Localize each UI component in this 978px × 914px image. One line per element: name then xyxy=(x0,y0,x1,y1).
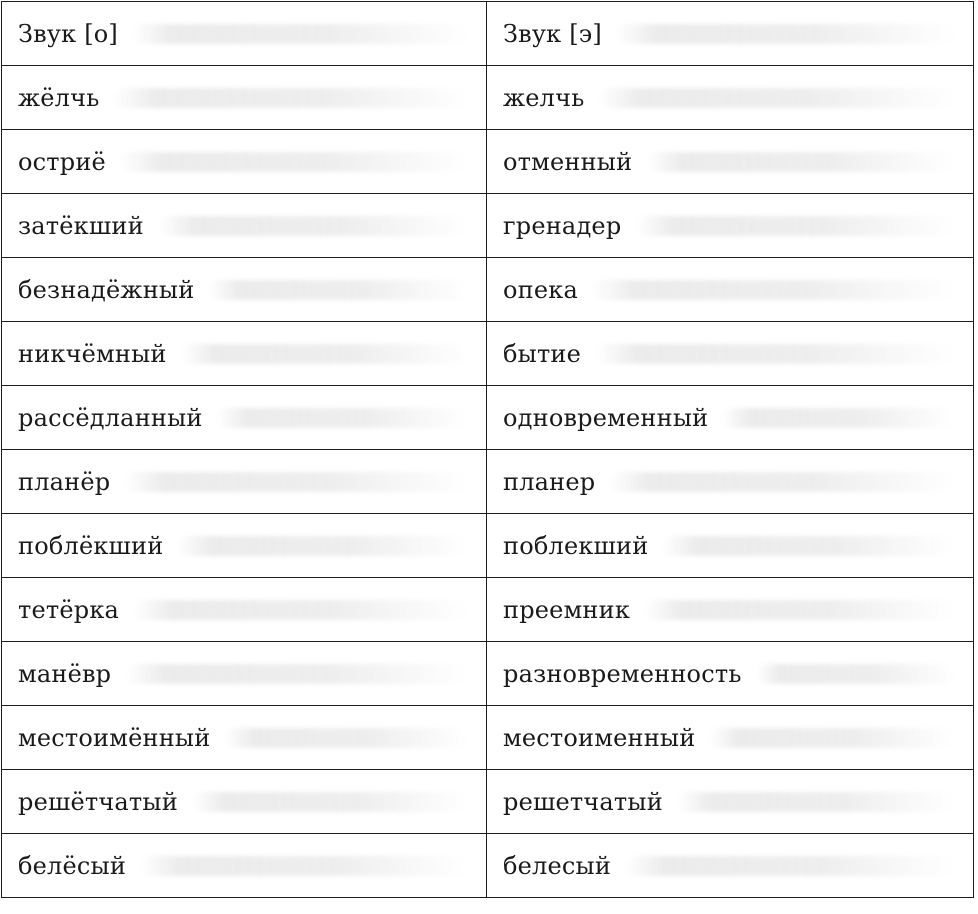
scan-smudge xyxy=(662,536,955,556)
word-cell-o xyxy=(2,770,487,834)
scan-smudge xyxy=(722,408,955,428)
word-text: решетчатый xyxy=(503,787,663,816)
word-text: разновременность xyxy=(503,659,742,688)
word-text: никчёмный xyxy=(18,339,167,368)
scan-smudge xyxy=(635,216,955,236)
word-cell-e xyxy=(487,578,974,642)
word-text: рассёдланный xyxy=(18,403,203,432)
pronunciation-table xyxy=(1,1,974,898)
word-text: опека xyxy=(503,275,578,304)
word-text: белесый xyxy=(503,851,612,880)
scan-smudge xyxy=(595,344,955,364)
word-cell-o xyxy=(2,258,487,322)
scan-smudge xyxy=(625,856,955,876)
word-cell-e xyxy=(487,834,974,898)
header-cell-e xyxy=(487,2,974,66)
scan-smudge xyxy=(592,280,955,300)
scan-smudge xyxy=(181,344,468,364)
word-text: планер xyxy=(503,467,596,496)
scan-smudge xyxy=(644,600,955,620)
word-text: манёвр xyxy=(18,659,112,688)
word-text: белёсый xyxy=(18,851,127,880)
word-cell-o xyxy=(2,322,487,386)
word-text: остриё xyxy=(18,147,106,176)
scan-smudge xyxy=(208,280,468,300)
table-row xyxy=(2,706,974,770)
table-row xyxy=(2,514,974,578)
word-cell-o xyxy=(2,450,487,514)
scan-smudge xyxy=(113,88,468,108)
header-label: Звук [о] xyxy=(18,19,118,48)
scan-smudge xyxy=(609,472,955,492)
word-text: безнадёжный xyxy=(18,275,195,304)
word-text: отменный xyxy=(503,147,633,176)
table-row xyxy=(2,130,974,194)
scan-smudge xyxy=(133,600,468,620)
word-text: поблёкший xyxy=(18,531,164,560)
table-row xyxy=(2,66,974,130)
word-cell-o xyxy=(2,66,487,130)
scan-smudge xyxy=(677,792,955,812)
scan-smudge xyxy=(120,152,468,172)
scan-smudge xyxy=(192,792,468,812)
word-text: поблекший xyxy=(503,531,649,560)
word-cell-o xyxy=(2,834,487,898)
table-row xyxy=(2,642,974,706)
table-row xyxy=(2,386,974,450)
scan-smudge xyxy=(598,88,955,108)
word-cell-o xyxy=(2,194,487,258)
table-row xyxy=(2,258,974,322)
word-cell-e xyxy=(487,66,974,130)
word-cell-e xyxy=(487,450,974,514)
table-row xyxy=(2,578,974,642)
word-text: одновременный xyxy=(503,403,709,432)
word-cell-o xyxy=(2,706,487,770)
word-text: местоименный xyxy=(503,723,696,752)
word-cell-e xyxy=(487,706,974,770)
word-text: местоимённый xyxy=(18,723,211,752)
word-cell-e xyxy=(487,258,974,322)
word-cell-e xyxy=(487,514,974,578)
scan-smudge xyxy=(125,664,468,684)
word-cell-o xyxy=(2,386,487,450)
word-cell-e xyxy=(487,642,974,706)
word-text: затёкший xyxy=(18,211,144,240)
word-cell-e xyxy=(487,194,974,258)
scan-smudge xyxy=(177,536,468,556)
word-text: решётчатый xyxy=(18,787,178,816)
word-text: желчь xyxy=(503,83,585,112)
scan-smudge xyxy=(140,856,468,876)
scan-smudge xyxy=(158,216,468,236)
header-cell-o xyxy=(2,2,487,66)
header-label: Звук [э] xyxy=(503,19,602,48)
table-row xyxy=(2,322,974,386)
table-row xyxy=(2,450,974,514)
scan-smudge xyxy=(646,152,955,172)
table-row xyxy=(2,194,974,258)
table-row xyxy=(2,834,974,898)
scan-smudge xyxy=(709,728,955,748)
table-row xyxy=(2,770,974,834)
scan-smudge xyxy=(124,472,468,492)
word-cell-e xyxy=(487,770,974,834)
word-cell-e xyxy=(487,130,974,194)
word-text: гренадер xyxy=(503,211,622,240)
word-text: планёр xyxy=(18,467,111,496)
word-text: жёлчь xyxy=(18,83,100,112)
word-text: тетёрка xyxy=(18,595,120,624)
word-text: преемник xyxy=(503,595,631,624)
word-cell-e xyxy=(487,386,974,450)
word-cell-o xyxy=(2,130,487,194)
word-cell-o xyxy=(2,514,487,578)
word-cell-o xyxy=(2,578,487,642)
word-text: бытие xyxy=(503,339,582,368)
header-row xyxy=(2,2,974,66)
scan-smudge xyxy=(217,408,468,428)
word-cell-e xyxy=(487,322,974,386)
scan-smudge xyxy=(756,664,955,684)
word-cell-o xyxy=(2,642,487,706)
scan-smudge xyxy=(224,728,468,748)
